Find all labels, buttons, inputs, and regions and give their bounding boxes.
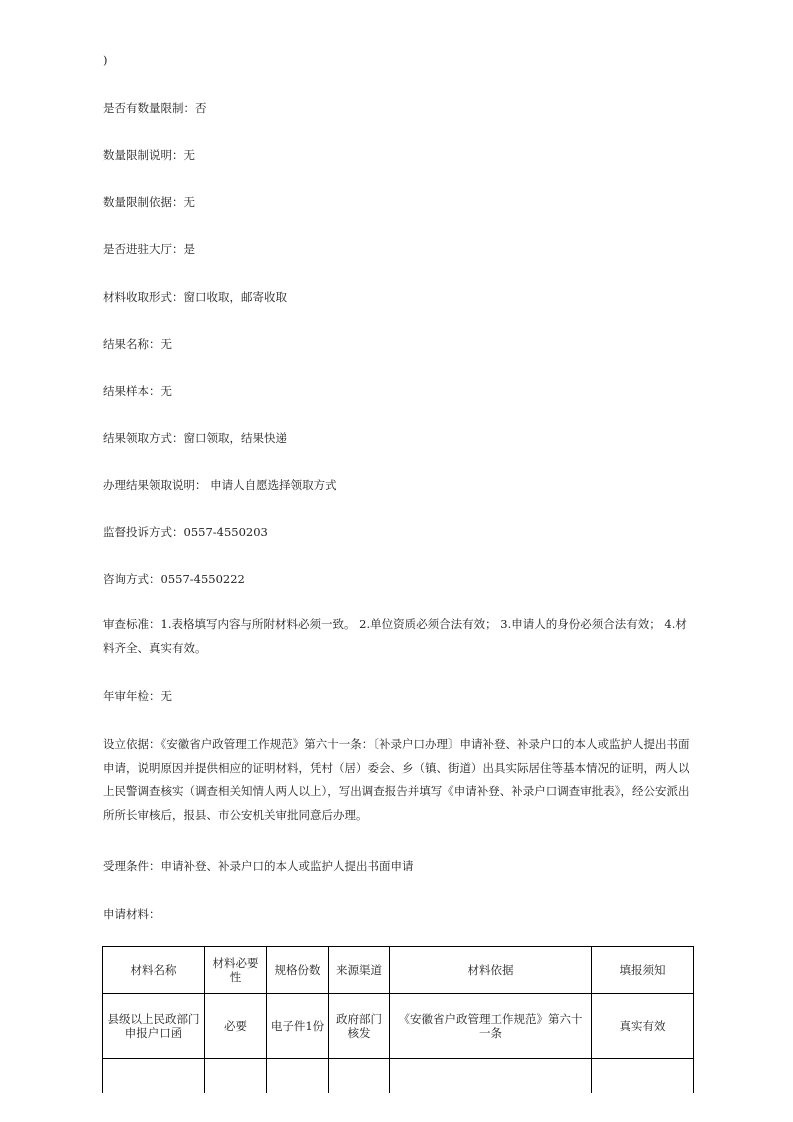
header-cell: 来源渠道	[329, 947, 390, 994]
field-result-name: 结果名称：无	[103, 337, 172, 351]
table-cell: 真实有效	[592, 994, 694, 1059]
table-cell: 必要	[205, 994, 267, 1059]
table-cell	[390, 1059, 592, 1094]
materials-table	[102, 946, 694, 1093]
header-cell: 填报须知	[592, 947, 694, 994]
materials-label: 申请材料：	[103, 907, 161, 921]
field-complaint-contact: 监督投诉方式：0557-4550203	[103, 525, 268, 539]
table-cell	[205, 1059, 267, 1094]
field-quantity-limit: 是否有数量限制：否	[103, 101, 207, 115]
header-cell: 材料名称	[103, 947, 205, 994]
table-header-row	[103, 947, 694, 994]
table-row	[103, 994, 694, 1059]
table-row	[103, 1059, 694, 1094]
field-quantity-limit-basis: 数量限制依据：无	[103, 195, 195, 209]
field-quantity-limit-desc: 数量限制说明：无	[103, 148, 195, 162]
acceptance-condition: 受理条件：申请补登、补录户口的本人或监护人提出书面申请	[103, 859, 414, 873]
annual-review: 年审年检：无	[103, 689, 172, 703]
legal-basis: 设立依据：《安徽省户政管理工作规范》第六十一条：〔补录户口办理〕申请补登、补录户口的本人或监护人提出书面申请，说明原因并提供相应的证明材料，凭村（居）委会、乡（镇、街道）出具实际居住等基本情况的证明，两人以上民警调查核实（调查相关知情人两人以上），写出调查报告并填写《申请补登、补录户口调查审批表》，经公安派出所所长审核后，报县、市公安机关审批同意后办理。	[103, 737, 690, 822]
field-inquiry-contact: 咨询方式：0557-4550222	[103, 572, 245, 586]
table-cell	[103, 1059, 205, 1094]
header-cell: 材料依据	[390, 947, 592, 994]
table-cell: 电子件1份	[267, 994, 329, 1059]
field-collection-form: 材料收取形式：窗口收取，邮寄收取	[103, 290, 287, 304]
header-cell: 材料必要性	[205, 947, 267, 994]
table-cell: 《安徽省户政管理工作规范》第六十一条	[390, 994, 592, 1059]
table-cell	[592, 1059, 694, 1094]
field-in-hall: 是否进驻大厅：是	[103, 242, 195, 256]
table-cell: 政府部门核发	[329, 994, 390, 1059]
field-result-pickup: 结果领取方式：窗口领取，结果快递	[103, 431, 287, 445]
table-cell: 县级以上民政部门申报户口函	[103, 994, 205, 1059]
field-result-pickup-note: 办理结果领取说明： 申请人自愿选择领取方式	[103, 478, 337, 492]
table-cell	[329, 1059, 390, 1094]
header-cell: 规格份数	[267, 947, 329, 994]
field-result-sample: 结果样本：无	[103, 384, 172, 398]
page-top-fragment: )	[103, 53, 108, 67]
review-standard: 审查标准：1.表格填写内容与所附材料必须一致。 2.单位资质必须合法有效； 3.申请人的身份必须合法有效； 4.材料齐全、真实有效。	[103, 617, 687, 655]
table-cell	[267, 1059, 329, 1094]
